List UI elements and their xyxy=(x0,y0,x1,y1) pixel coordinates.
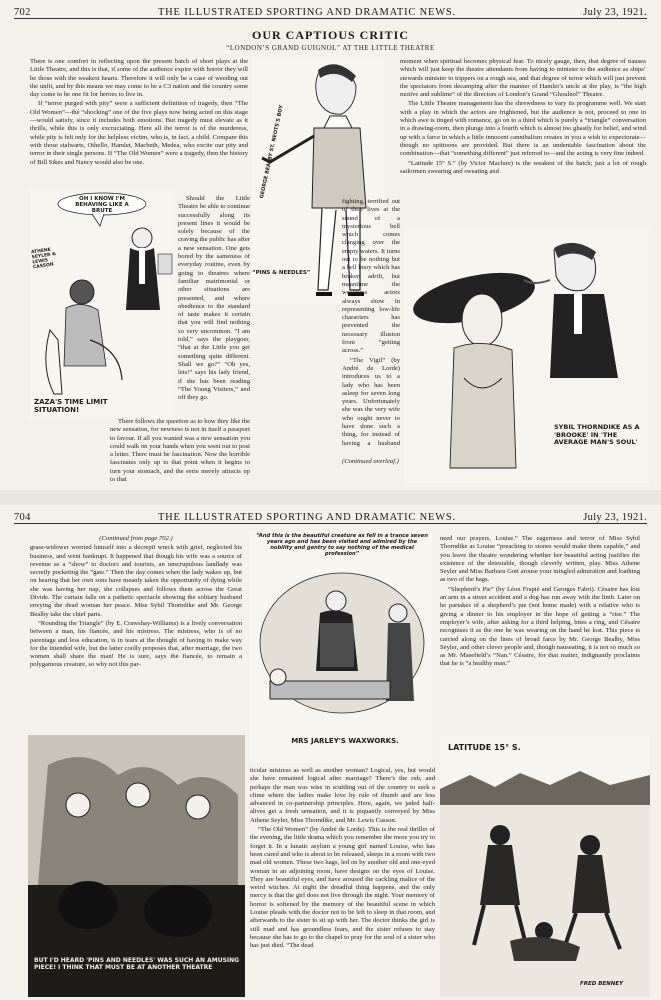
paragraph: “The Vigil” (by André de Lorde) introduces us to a lady who has been asleep for seven long years. Unfortunately she was the very wife who ought never to have done such a thing, for instead of having a husband xyxy=(342,356,400,447)
waxworks-drawing xyxy=(250,531,432,763)
cartoon-caption: SYBIL THORNDIKE AS A 'BROOKE' IN 'THE AVERAGE MAN'S SOUL' xyxy=(554,423,640,446)
paragraph: There is one comfort in reflecting upon the present batch of short plays at the Little Theatre, and this is that, if some of the audience expire with horror they will be those with the weakest hearts. Therefore it will only be a case of weeding out the unfit, and by this means we may come to be a C3 nation and the country some day come to be one fit for heroes to live in. xyxy=(30,58,248,99)
running-head xyxy=(14,4,647,19)
cartoon-sybil-thorndike xyxy=(404,228,649,483)
running-head xyxy=(14,509,647,524)
article-subtitle: “LONDON’S GRAND GUIGNOL” AT THE LITTLE THEATRE xyxy=(226,44,435,52)
issue-date: July 23, 1921. xyxy=(583,7,647,18)
article-column-1 xyxy=(30,58,248,188)
page-gap xyxy=(0,490,661,505)
article-column-2 xyxy=(178,195,250,419)
zaza-drawing xyxy=(30,190,175,418)
paragraph: “Rounding the Triangle” (by E. Crawshay-Williams) is a lively conversation between a man, his fiancée, and his mistress. The mistress, who is of no parentage and less education, is in tears at the thought of having to make way for the intended wife, but the latter coolly proposes that, after marriage, the two women shall share the man! He is sure, says the fiancée, to remain a polygamous creature, so why not this par- xyxy=(30,619,242,669)
magazine-page-704 xyxy=(0,505,661,1000)
magazine-page-702 xyxy=(0,0,661,490)
article-column-1 xyxy=(30,535,242,740)
name-label: GEORGE BEALBY ST. NEOTS'S BOY xyxy=(259,104,285,200)
cartoon-caption: BUT I'D HEARD 'PINS AND NEEDLES' WAS SUCH AN AMUSING PIECE! I THINK THAT MUST BE AT ANOTHER THEATRE xyxy=(34,957,240,971)
paragraph: fighting, terrified out of their lives at the sound of a mysterious bell which comes clanging over the empty waters. It turns out to be nothing but a bell buoy which has broken adrift, but meantime the weakness actors always show in representing low-life characters has prevented the necessary illusion from “getting across.” xyxy=(342,198,400,355)
article-column-3 xyxy=(342,198,400,448)
cartoon-caption: ZAZA'S TIME LIMIT SITUATION! xyxy=(34,398,108,414)
page-number: 704 xyxy=(14,512,31,523)
paragraph: If “terror purged with pity” were a sufficient definition of tragedy, then “The Old Women”—the “shocking” one of the five plays now being acted on this stage—would satisfy, since it includes both emotions. But tragedy must elevate as it thrills, while this is only excruciating. Here all the terror is of the murderess, while pity is felt only for the helpless victim, who is, in fact, a child. Compare this with those stalwarts, Othello, Hamlet, Macbeth, Medea, who excite our pity and terror in their single persons. If “The Old Women” were a tragedy, then the history of Bill Sikes and Nancy would also be one. xyxy=(30,100,248,166)
paragraph: Should the Little Theatre be able to continue successfully along its present lines it would be solely because of the craving the public has after a new sensation. One gets bored by the sameness of everyday routine, even by going to theatres where familiar matrimonial or other situations are presented, and where obedience to the standard of taste makes it certain that you will find nothing so very uncommon. “I am told,” says the playgoer, “that at the Little you get something quite different. Shall we go?” “Oh yes, lets!” says his lady friend, if she has been reading “The Young Visiters,” and off they go. xyxy=(178,195,250,402)
paragraph: “The Old Women” (by André de Lorde). This is the real thriller of the evening, the little drama which you remember the more you try to forget it. In a lunatic asylum a young girl named Louise, who has been cured and who is about to be released, sleeps in a room with two mad old women. These two hags, led on by another old and one-eyed woman in an adjoining room, have designs on the eyes of Louise. They are beautiful eyes, and have aroused the cackling malice of the weird witches. At night the dreadful thing happens, and the only mercy is that the girl does not live through the night. Your memory of horror is softened by the memory of the beautiful scene in which Louise pleads with the doctor not to be left to sleep in that room, and afterwards to the sister to sit up with her. The doctor thinks the girl is still mad and has groundless fears, and the sister refuses to stay because she has to go to the chapel to pray for the soul of a sister who has just died. “The dead xyxy=(250,826,435,950)
paragraph: need our prayers, Louise.” The eagerness and terror of Miss Sybil Thorndike as Louise “preaching to stones would make them capable,” and you leave the theatre wondering whether her beautiful acting justifies the existence of the detestable, though cleverly written, play. Miss Athene Seyler and Miss Barbara Gott arouse your mingled admiration and loathing as two of the hags. xyxy=(440,535,640,584)
continued-from-note: (Continued from page 702.) xyxy=(99,535,173,542)
article-column-2 xyxy=(250,767,435,997)
artist-signature: FRED BENNEY xyxy=(580,981,624,987)
cartoon-caption: MRS JARLEY'S WAXWORKS. xyxy=(291,737,399,745)
paragraph: “Latitude 15° S.” (by Victor Maclure) is the weakest of the batch; just a lot of rough sailormen swearing and sweating and xyxy=(400,159,646,175)
publication-title: THE ILLUSTRATED SPORTING AND DRAMATIC NEWS. xyxy=(157,512,456,523)
article-column-4 xyxy=(400,58,646,223)
showman-quote: “And this is the beautiful creature as fell in a trance seven years ago and has been visited and admired by the nobility and gentry to say nothing of the medical profession” xyxy=(256,533,428,557)
cartoon-caption: LATITUDE 15° S. xyxy=(448,743,521,752)
article-title: OUR CAPTIOUS CRITIC xyxy=(251,28,410,42)
paragraph: There follows the question as to how they like the new sensation, for newness is not in itself a passport to favour. If all you wanted was a new sensation you could walk on your hands when you went out to post a letter. There must be fascination. Now the horrible fascinates only up to that point when it begins to turn your stomach, and the eerie merely attracts up to that xyxy=(110,418,250,484)
cartoon-pins-and-needles xyxy=(28,735,245,997)
publication-title: THE ILLUSTRATED SPORTING AND DRAMATIC NEWS. xyxy=(157,7,456,18)
speech-bubble-text: OH I KNOW I'M BEHAVING LIKE A BRUTE xyxy=(75,196,129,214)
article-column-3 xyxy=(440,535,640,733)
cartoon-zaza xyxy=(30,190,175,418)
cast-names: ATHENE SEYLER & LEWIS CASSON xyxy=(30,247,57,271)
issue-date: July 23, 1921. xyxy=(583,512,647,523)
paragraph: ticular mistress as well as another woman? Logical, yes, but would she have remained logical after marriage? There’s the rub, and perhaps the man was wise in scuttling out of the country to seek a clime where the ladies make love by rule of thumb and are less advanced in co-partnership principles. Here, again, we jaded half-alives get a fresh sensation, and it is piquantly conveyed by Miss Athene Seyler, Miss Thorndike, and Mr. Lewis Casson. xyxy=(250,767,435,824)
sailors-drawing xyxy=(440,735,650,997)
paragraph: The Little Theatre management has the shrewdness to vary its programme well. We start with a play in which the actors are frightened, but the audience is not, proceed to one in which awe is tinged with romance, go on to a third which is purely a “triangle” conversation in a drawing-room, then plunge into a fourth which is almost too ghastly for belief, and wind up with a farce in which a little innocent cannibalism creates in you a wish to expectorate—though no spittoons are provided. But there is an undeniable fascination about the combination—that “something different” just referred to—and the acting is very fine indeed. xyxy=(400,100,646,158)
play-tag: “PINS & NEEDLES” xyxy=(252,270,311,276)
cartoon-jarleys-waxworks xyxy=(250,531,432,763)
paragraph: “Shepherd’s Pie” (by Léon Frapié and Georges Fabri). Césaire has lost an arm in a street accident and a dog has run away with the limb. Later on he partakes of a shepherd’s pie (not home made) with a relative who is giving a dinner to his employer in the hope of getting a “rise.” The employer’s wife, after asking for a third helping, bites a ring, and Césaire recognises it as the one he was wearing on the hand he lost. This piece is carried along on the lines of broad farce by Mr. George Bealby, Miss Seyler, and other clever people and, though nauseating, it is not so much so as Mr. Masefield’s “Nan.” Césaire, for that matter, indignantly proclaims that he is “a healthy man.” xyxy=(440,585,640,668)
cartoon-latitude-15-s xyxy=(440,735,650,997)
paragraph: moment when spiritual becomes physical fear. To nicely gauge, then, that degree of nausea which will just keep the theatre attendants from having to minister to the audience as ships’ stewards minister to trippers on a rough sea, and that degree of terror which will just prevent the spectators from decamping after the manner of Hamlet’s uncle at the play, is “the high motive and sublime” of the directors of London’s Grand “Ghoulnol” Theatre. xyxy=(400,58,646,99)
paragraph: grass-widower worried himself into a decrepit wreck with grief, neglected his business, and went bankrupt. It happened that though his wife was a source of revenue as a “show” to doctors and tourists, an unscrupulous landlady was secretly pocketing the “gate.” Then the day comes when the lady wakes up, but on hearing that her own sons have meanly taken the opportunity of dying while she was having her nap, she collapses and follows them across the Great Divide. The curtain falls on a pathetic spectacle showing the solitary husband envying the dead woman her peace. Miss Sybil Thorndike and Mr. George Bealby take the chief parts. xyxy=(30,544,242,618)
page-number: 702 xyxy=(14,7,31,18)
article-column-2-continued xyxy=(110,418,250,484)
continued-note: (Continued overleaf.) xyxy=(342,458,399,465)
